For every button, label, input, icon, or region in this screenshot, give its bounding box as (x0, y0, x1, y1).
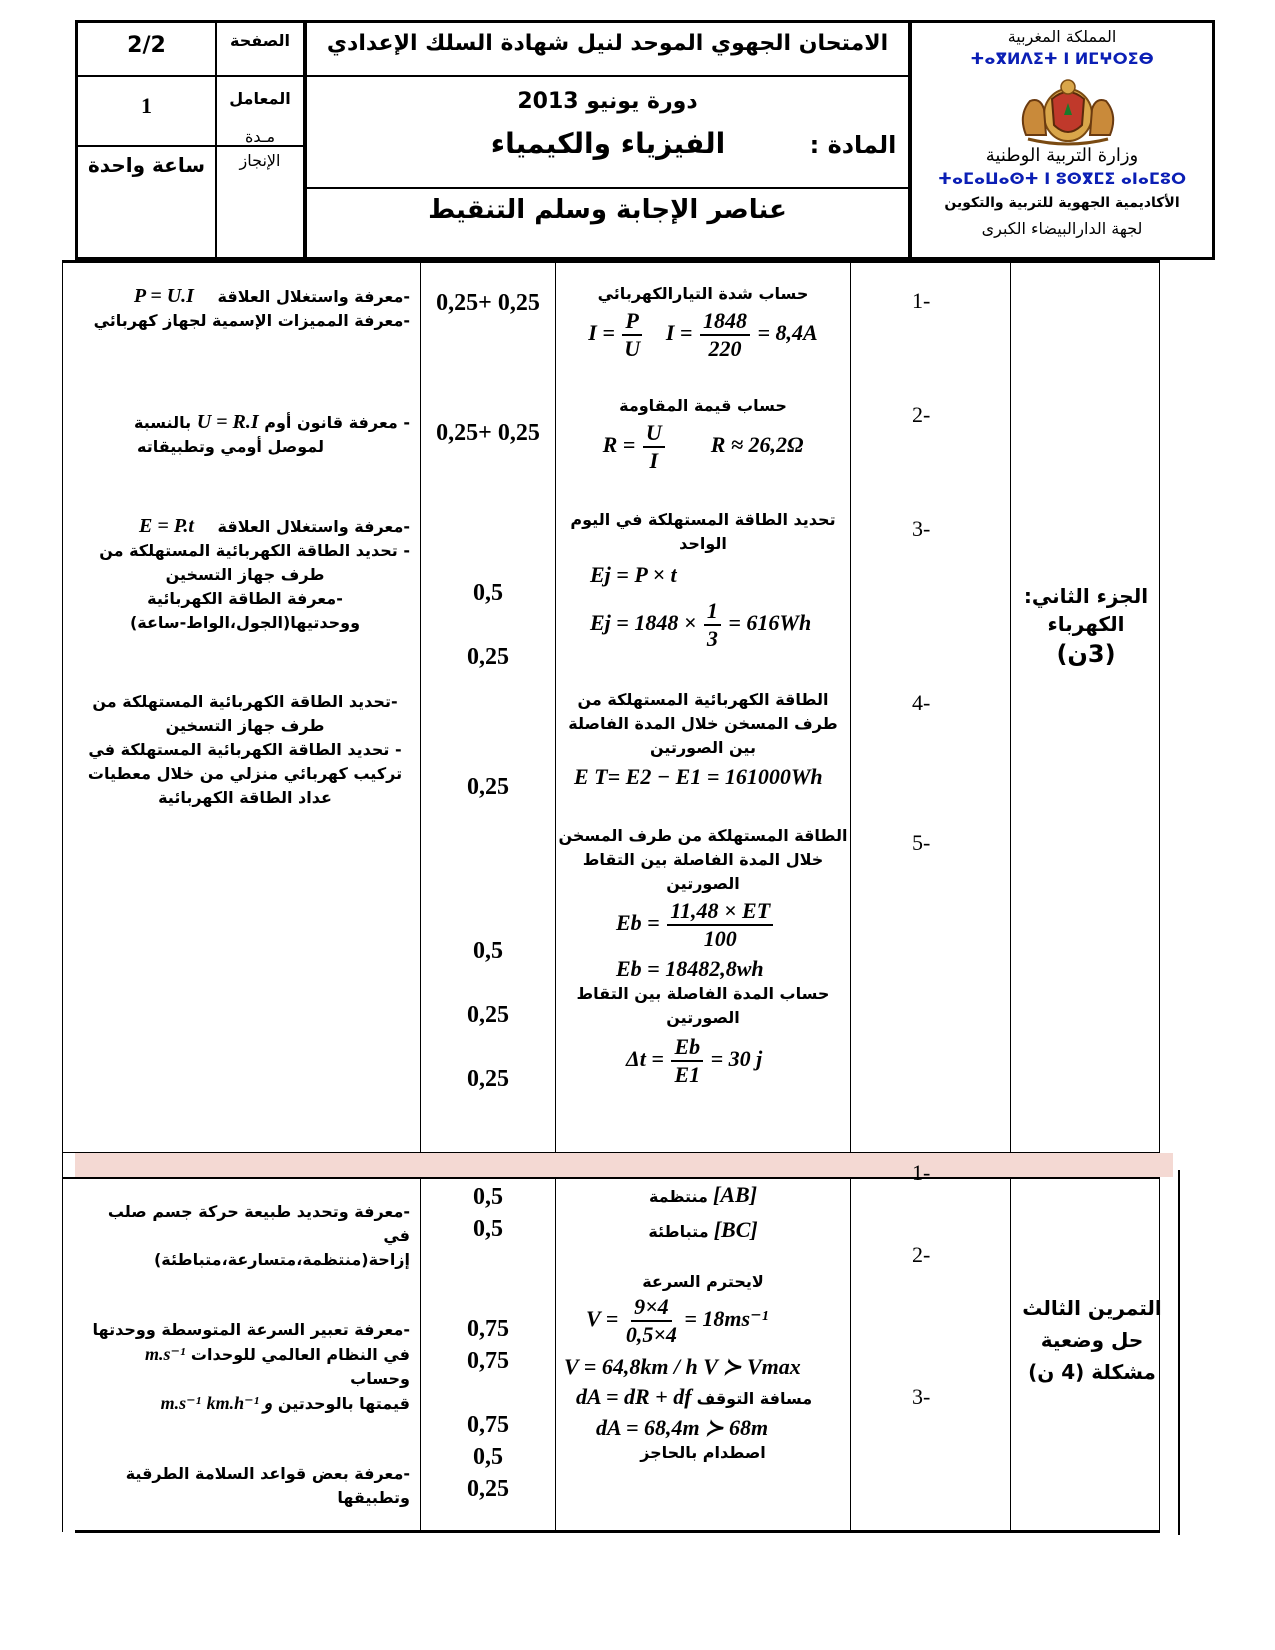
row-desc: حساب قيمة المقاومة (619, 396, 787, 415)
formula: 1848 (700, 308, 750, 336)
duration-label-2: الإنجاز (239, 151, 281, 170)
points: 0,5 (473, 1444, 503, 1470)
formula: 3 (706, 626, 718, 651)
page-value: 2/2 (127, 33, 166, 58)
objectives-part3 (80, 1200, 410, 1510)
seg-label: منتظمة (648, 1187, 708, 1206)
formula: = 30 j (710, 1046, 763, 1072)
row-desc: طرف المسخن خلال المدة الفاصلة (568, 714, 838, 733)
objective: -تحديد الطاقة الكهربائية المستهلكة من (92, 692, 398, 711)
section-separator (75, 1153, 1173, 1177)
formula: R ≈ 26,2Ω (710, 432, 804, 458)
formula: V = (586, 1306, 619, 1332)
formula: Eb (671, 1034, 703, 1062)
part3-title-2: حل وضعية (1040, 1328, 1144, 1352)
objective: طرف جهاز التسخين (165, 565, 325, 584)
answer-text: لايحترم السرعة (642, 1272, 764, 1291)
formula: 220 (708, 336, 742, 361)
objective-formula: P = U.I (133, 285, 194, 307)
kingdom-tifinagh: ⵜⴰⴳⵍⴷⵉⵜ ⵏ ⵍⵎⵖⵔⵉⴱ (970, 49, 1154, 68)
formula: P (622, 308, 641, 336)
exam-header (75, 20, 1215, 260)
objective: -معرفة بعض قواعد السلامة الطرقية (125, 1464, 410, 1483)
coef-value: 1 (141, 93, 152, 118)
formula: I = (665, 320, 693, 346)
row-desc: الطاقة الكهربائية المستهلكة من (577, 690, 829, 709)
objective: -معرفة وتحديد طبيعة حركة جسم صلب في (107, 1202, 410, 1245)
formula: = 18ms⁻¹ (684, 1306, 769, 1332)
coat-of-arms-emblem (1008, 75, 1128, 147)
objective: - تحديد الطاقة الكهربائية المستهلكة في (88, 740, 402, 759)
formula: = 616Wh (728, 610, 812, 636)
q-num: 3- (912, 516, 931, 541)
session-title: دورة يونيو 2013 (517, 89, 698, 114)
objective: -معرفة المميزات الإسمية لجهاز كهربائي (93, 311, 410, 330)
objective: في النظام العالمي للوحدات (190, 1345, 410, 1364)
objectives-row-1 (80, 284, 410, 333)
objective: بالنسبة (134, 413, 192, 432)
objective: تركيب كهربائي منزلي من خلال معطيات (87, 764, 403, 783)
objective: طرف جهاز التسخين (165, 716, 325, 735)
q-num: 1- (912, 288, 931, 313)
row-desc: بين الصورتين (650, 738, 756, 757)
points: 0,75 (467, 1412, 509, 1438)
points: 0,75 (467, 1348, 509, 1374)
objective-unit: km.h⁻¹ (206, 1393, 260, 1413)
q-num: 4- (912, 690, 931, 715)
academy-line1: الأكاديمية الجهوية للتربية والتكوين (944, 195, 1180, 211)
formula: Eb = (616, 910, 660, 936)
points: 0,25 (467, 644, 509, 670)
segment: [BC] (713, 1217, 758, 1242)
formula: U (643, 420, 665, 448)
part3-title-3: مشكلة (4 ن) (1028, 1360, 1156, 1384)
points: 0,75 (467, 1316, 509, 1342)
objective-formula: U = R.I (196, 411, 259, 433)
answer-row-5 (556, 824, 850, 1088)
formula: I (649, 448, 659, 473)
formula: Eb = 18482,8wh (616, 956, 764, 981)
row-desc: الصورتين (666, 874, 740, 893)
formula: 100 (703, 926, 737, 951)
part3-title-1: التمرين الثالث (1022, 1296, 1162, 1320)
objective: إزاحة(منتظمة،متسارعة،متباطئة) (153, 1250, 410, 1269)
objectives-row-2 (80, 410, 410, 459)
formula: dA = dR + df (576, 1384, 692, 1409)
objective: - معرفة قانون أوم (264, 413, 410, 432)
formula: 11,48 × ET (667, 898, 773, 926)
seg-label: متباطئة (648, 1222, 709, 1241)
objectives-row-4 (80, 690, 410, 810)
ministry-tifinagh: ⵜⴰⵎⴰⵡⴰⵙⵜ ⵏ ⵓⵙⴳⵎⵉ ⴰⵏⴰⵎⵓⵔ (938, 169, 1186, 188)
q-num: 1- (912, 1160, 931, 1185)
q-num: 2- (912, 402, 931, 427)
q-num: 2- (912, 1242, 931, 1267)
objective: - تحديد الطاقة الكهربائية المستهلكة من (99, 541, 410, 560)
points: 0,25 (467, 1476, 509, 1502)
formula: V = 64,8km / h V ≻ Vmax (564, 1354, 801, 1379)
objective: عداد الطاقة الكهربائية (158, 788, 332, 807)
answer-row-4 (556, 688, 850, 790)
duration-label-1: مـدة (244, 127, 276, 146)
ministry-ar: وزارة التربية الوطنية (985, 145, 1139, 166)
part2-title-3: (3ن) (1056, 640, 1116, 668)
formula: 1 (704, 598, 721, 626)
duration-value: ساعة واحدة (88, 153, 205, 177)
part3-title (1012, 1292, 1172, 1388)
objective-formula: E = P.t (139, 515, 194, 537)
q-num: 5- (912, 830, 931, 855)
part2-title-2: الكهرباء (1047, 612, 1125, 636)
subject-value: الفيزياء والكيمياء (490, 127, 726, 160)
row-desc: الطاقة المستهلكة من طرف المسخن (558, 826, 848, 845)
formula: Ej = 1848 × (590, 610, 697, 636)
formula: Ej = P × t (590, 562, 677, 587)
points: 0,25+ 0,25 (436, 420, 540, 446)
formula: E T= E2 − E1 = 161000Wh (574, 764, 823, 789)
formula: dA = 68,4m ≻ 68m (596, 1415, 769, 1440)
answer-text: مسافة التوقف (696, 1389, 813, 1408)
row-desc: حساب شدة التيارالكهربائي (597, 284, 809, 303)
formula: R = (602, 432, 636, 458)
part2-title (1012, 584, 1160, 668)
coef-label: المعامل (229, 89, 291, 108)
points: 0,5 (473, 938, 503, 964)
formula: = 8,4A (757, 320, 818, 346)
exam-title: الامتحان الجهوي الموحد لنيل شهادة السلك الإعدادي (326, 31, 889, 56)
formula: 0,5×4 (625, 1322, 677, 1347)
answer-text: اصطدام بالحاجز (640, 1443, 766, 1462)
points: 0,5 (473, 1216, 503, 1242)
objective-unit: و m.s⁻¹ (160, 1393, 273, 1413)
points: 0,25 (467, 774, 509, 800)
kingdom-ar: المملكة المغربية (1007, 27, 1117, 46)
answer-row-1 (556, 282, 850, 362)
objective-unit: m.s⁻¹ (144, 1344, 186, 1364)
points: 0,5 (473, 1184, 503, 1210)
segment: [AB] (713, 1182, 758, 1207)
objective: -معرفة تعبير السرعة المتوسطة ووحدتها (92, 1320, 410, 1339)
page-label: الصفحة (229, 31, 290, 50)
formula: Δt = (626, 1046, 664, 1072)
row-desc: تحديد الطاقة المستهلكة في اليوم (570, 510, 836, 529)
points: 0,5 (473, 580, 503, 606)
doc-type-title: عناصر الإجابة وسلم التنقيط (428, 195, 787, 225)
row-desc: الصورتين (666, 1008, 740, 1027)
row-desc: حساب المدة الفاصلة بين التقاط (576, 984, 830, 1003)
points: 0,25 (467, 1002, 509, 1028)
subject-label: المادة : (809, 131, 897, 159)
formula: E1 (674, 1062, 701, 1087)
answer-row-2 (556, 394, 850, 474)
formula: I = (588, 320, 615, 346)
objective: وتطبيقها (337, 1488, 410, 1507)
formula: 9×4 (631, 1294, 672, 1322)
academy-line2: لجهة الدارالبيضاء الكبرى (981, 219, 1143, 238)
answer-part3 (556, 1180, 850, 1465)
part2-title-1: الجزء الثاني: (1023, 584, 1149, 608)
objective: -معرفة واستغلال العلاقة (217, 517, 410, 536)
row-desc: الواحد (679, 534, 727, 553)
objective: -معرفة الطاقة الكهربائية (147, 589, 343, 608)
objective: -معرفة واستغلال العلاقة (217, 287, 410, 306)
q-num: 3- (912, 1384, 931, 1409)
objective: قيمتها بالوحدتين (277, 1394, 410, 1413)
formula: U (624, 336, 641, 361)
points: 0,25+ 0,25 (436, 290, 540, 316)
objectives-row-3 (80, 514, 410, 635)
row-desc: خلال المدة الفاصلة بين التقاط (582, 850, 824, 869)
objective: لموصل أومي وتطبيقاته (136, 437, 324, 456)
answer-row-3 (556, 508, 850, 652)
objective: ووحدتيها(الجول،الواط-ساعة) (129, 613, 361, 632)
points: 0,25 (467, 1066, 509, 1092)
objective: وحساب (350, 1369, 410, 1388)
